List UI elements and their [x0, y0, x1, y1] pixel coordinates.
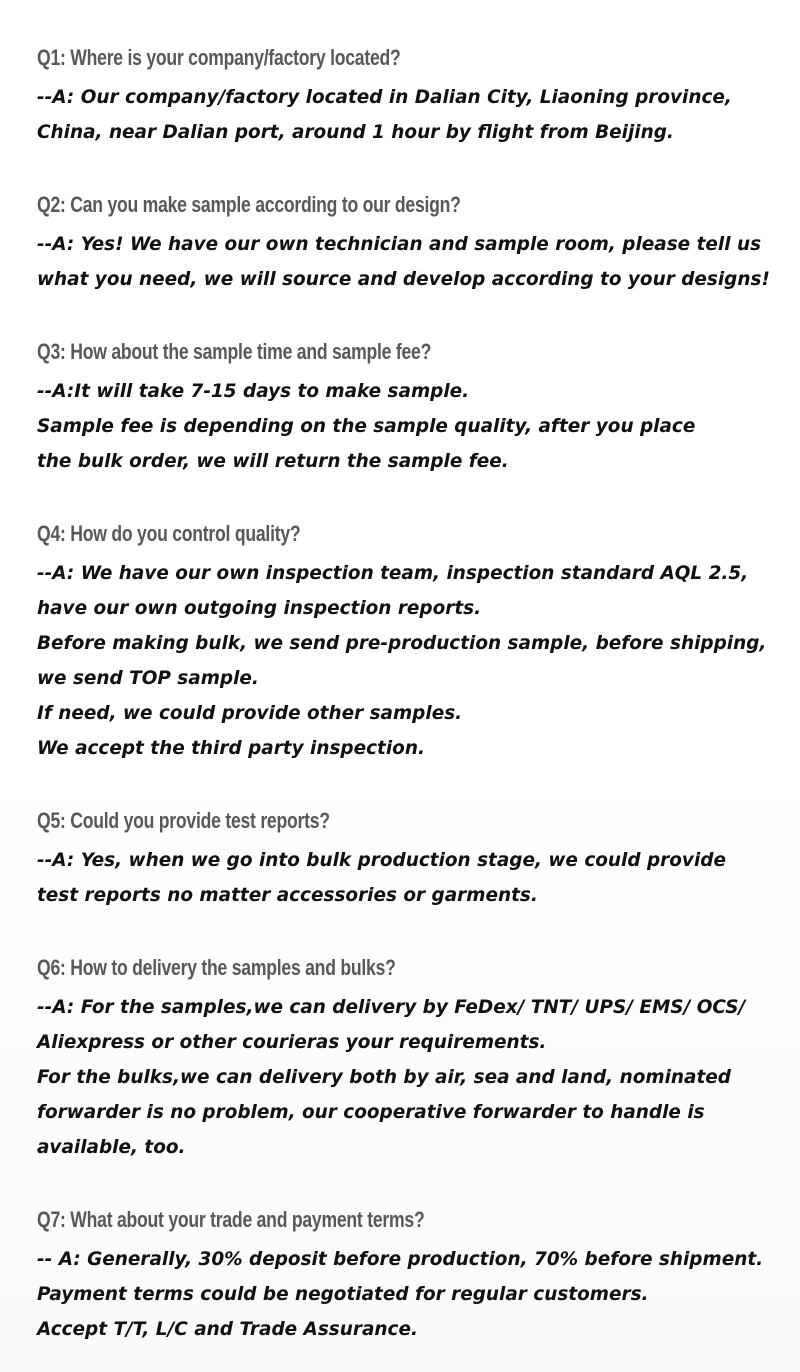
answer-4-line-2: have our own outgoing inspection reports.: [37, 597, 482, 619]
answer-3-line-2: Sample fee is depending on the sample quality, after you place: [37, 415, 696, 437]
answer-4-line-5: If need, we could provide other samples.: [37, 702, 463, 724]
question-4: Q4: How do you control quality?: [37, 521, 301, 546]
answer-3-line-3: the bulk order, we will return the sample fee.: [37, 450, 509, 472]
question-6: Q6: How to delivery the samples and bulks?: [37, 955, 396, 980]
answer-5-line-1: --A: Yes, when we go into bulk production stage, we could provide: [37, 849, 726, 871]
question-5: Q5: Could you provide test reports?: [37, 808, 330, 833]
question-7: Q7: What about your trade and payment terms?: [37, 1207, 425, 1232]
answer-4-line-3: Before making bulk, we send pre-production sample, before shipping,: [37, 632, 767, 654]
answer-6-line-5: available, too.: [37, 1136, 186, 1158]
answer-6-line-1: --A: For the samples,we can delivery by FeDex/ TNT/ UPS/ EMS/ OCS/: [37, 996, 746, 1018]
answer-4-line-1: --A: We have our own inspection team, inspection standard AQL 2.5,: [37, 562, 749, 584]
question-3: Q3: How about the sample time and sample fee?: [37, 339, 432, 364]
answer-1-line-2: China, near Dalian port, around 1 hour by flight from Beijing.: [37, 121, 674, 143]
answer-5-line-2: test reports no matter accessories or garments.: [37, 884, 538, 906]
question-2: Q2: Can you make sample according to our design?: [37, 192, 461, 217]
answer-7-line-2: Payment terms could be negotiated for regular customers.: [37, 1283, 649, 1305]
answer-6-line-2: Aliexpress or other courieras your requirements.: [37, 1031, 547, 1053]
answer-4-line-6: We accept the third party inspection.: [37, 737, 425, 759]
answer-3-line-1: --A:It will take 7-15 days to make sample.: [37, 380, 470, 402]
answer-2-line-2: what you need, we will source and develop according to your designs!: [37, 268, 770, 290]
answer-7-line-1: -- A: Generally, 30% deposit before production, 70% before shipment.: [37, 1248, 764, 1270]
answer-1-line-1: --A: Our company/factory located in Dalian City, Liaoning province,: [37, 86, 732, 108]
question-1: Q1: Where is your company/factory located?: [37, 45, 401, 70]
answer-2-line-1: --A: Yes! We have our own technician and sample room, please tell us: [37, 233, 762, 255]
answer-7-line-3: Accept T/T, L/C and Trade Assurance.: [37, 1318, 418, 1340]
answer-4-line-4: we send TOP sample.: [37, 667, 259, 689]
answer-6-line-4: forwarder is no problem, our cooperative forwarder to handle is: [37, 1101, 705, 1123]
answer-6-line-3: For the bulks,we can delivery both by air, sea and land, nominated: [37, 1066, 731, 1088]
